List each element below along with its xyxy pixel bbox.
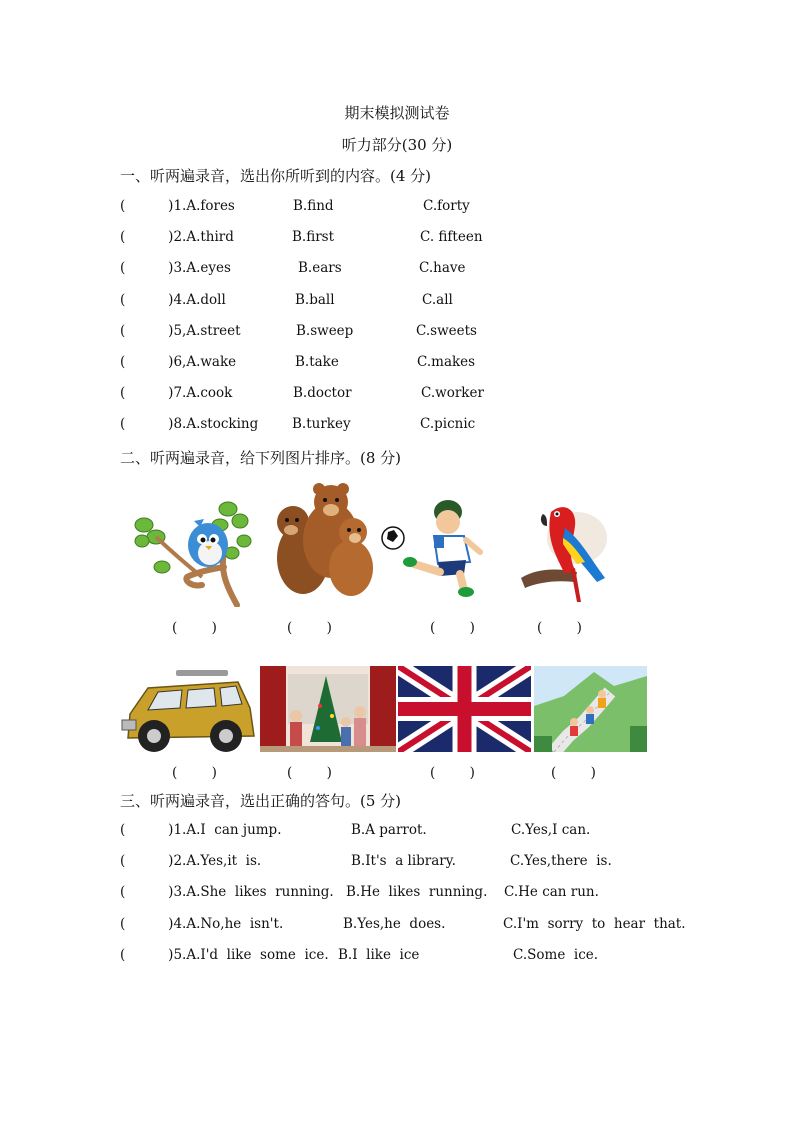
- page-title: 期末模拟测试卷: [344, 104, 450, 122]
- option-b: B.find: [293, 198, 334, 214]
- answer-bracket: ( ): [287, 765, 332, 781]
- section3-heading: 三、听两遍录音，选出正确的答句。(5 分): [120, 792, 402, 810]
- option-b: B.first: [292, 229, 335, 245]
- bird-picture: [132, 497, 252, 607]
- question-number-option-a: ( )8.A.stocking: [120, 416, 259, 432]
- option-c: C.all: [422, 292, 453, 308]
- option-c: C.Some ice.: [513, 947, 599, 963]
- question-row: [120, 853, 680, 873]
- question-number-option-a: ( )4.A.No,he isn't.: [120, 916, 284, 932]
- question-number-option-a: ( )5.A.I'd like some ice.: [120, 947, 329, 963]
- option-c: C.I'm sorry to hear that.: [503, 916, 686, 932]
- climbing-picture: [534, 666, 647, 752]
- question-row: [120, 198, 680, 218]
- question-number-option-a: ( )3.A.She likes running.: [120, 884, 334, 900]
- option-b: B.It's a library.: [351, 853, 456, 869]
- answer-bracket: ( ): [172, 765, 217, 781]
- question-row: [120, 916, 686, 936]
- boy-football-picture: [380, 498, 488, 598]
- answer-bracket: ( ): [537, 620, 582, 636]
- question-row: [120, 260, 680, 280]
- question-number-option-a: ( )2.A.third: [120, 229, 234, 245]
- question-row: [120, 822, 680, 842]
- question-row: [120, 229, 680, 249]
- answer-bracket: ( ): [172, 620, 217, 636]
- parrot-picture: [517, 498, 607, 604]
- option-c: C.sweets: [416, 323, 477, 339]
- option-c: C.Yes,I can.: [511, 822, 591, 838]
- question-row: [120, 947, 680, 967]
- option-b: B.sweep: [296, 323, 354, 339]
- question-row: [120, 323, 680, 343]
- option-c: C.makes: [417, 354, 476, 370]
- question-number-option-a: ( )2.A.Yes,it is.: [120, 853, 262, 869]
- option-c: C.Yes,there is.: [510, 853, 612, 869]
- option-c: C.have: [419, 260, 466, 276]
- page-subtitle: 听力部分(30 分): [341, 136, 453, 154]
- option-b: B.doctor: [293, 385, 352, 401]
- jeep-picture: [118, 668, 258, 756]
- option-b: B.He likes running.: [346, 884, 488, 900]
- question-number-option-a: ( )1.A.I can jump.: [120, 822, 282, 838]
- question-number-option-a: ( )4.A.doll: [120, 292, 226, 308]
- option-c: C.worker: [421, 385, 484, 401]
- option-c: C. fifteen: [420, 229, 483, 245]
- option-b: B.ears: [298, 260, 342, 276]
- answer-bracket: ( ): [287, 620, 332, 636]
- question-row: [120, 385, 680, 405]
- question-row: [120, 416, 680, 436]
- option-c: C.forty: [423, 198, 470, 214]
- section1-heading: 一、听两遍录音，选出你所听到的内容。(4 分): [120, 167, 432, 185]
- question-number-option-a: ( )6,A.wake: [120, 354, 237, 370]
- question-number-option-a: ( )1.A.fores: [120, 198, 235, 214]
- option-b: B.take: [295, 354, 339, 370]
- option-b: B.turkey: [292, 416, 351, 432]
- question-row: [120, 292, 680, 312]
- christmas-picture: [260, 666, 396, 752]
- option-b: B.ball: [295, 292, 335, 308]
- question-number-option-a: ( )3.A.eyes: [120, 260, 231, 276]
- answer-bracket: ( ): [430, 765, 475, 781]
- question-row: [120, 884, 680, 904]
- section2-heading: 二、听两遍录音，给下列图片排序。(8 分): [120, 449, 402, 467]
- question-number-option-a: ( )7.A.cook: [120, 385, 233, 401]
- answer-bracket: ( ): [551, 765, 596, 781]
- option-b: B.A parrot.: [351, 822, 427, 838]
- option-b: B.I like ice: [338, 947, 420, 963]
- option-c: C.He can run.: [504, 884, 599, 900]
- bears-picture: [273, 480, 378, 598]
- question-number-option-a: ( )5,A.street: [120, 323, 241, 339]
- uk-flag-picture: [398, 666, 531, 752]
- option-c: C.picnic: [420, 416, 476, 432]
- answer-bracket: ( ): [430, 620, 475, 636]
- question-row: [120, 354, 680, 374]
- option-b: B.Yes,he does.: [343, 916, 446, 932]
